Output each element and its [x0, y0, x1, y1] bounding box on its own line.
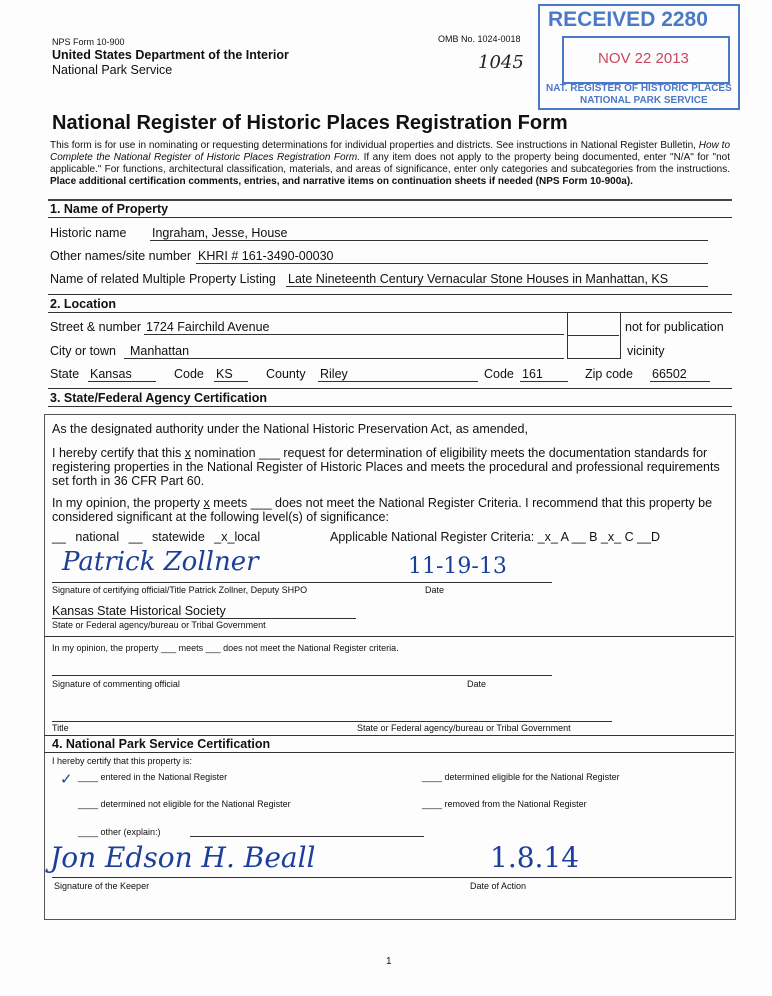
street-label: Street & number — [50, 320, 142, 334]
county-value: Riley — [318, 367, 478, 382]
date-caption: Date — [425, 585, 445, 595]
action-date-caption: Date of Action — [470, 881, 527, 891]
section-4-heading: 4. National Park Service Certification — [52, 737, 271, 751]
state-label: State — [50, 367, 80, 381]
signature-caption: Signature of certifying official/Title Patrick Zollner, Deputy SHPO — [52, 585, 308, 595]
form-title: National Register of Historic Places Registration Form — [52, 112, 568, 134]
agency-name: Kansas State Historical Society — [52, 604, 226, 618]
commenting-date-caption: Date — [467, 679, 487, 689]
option-entered[interactable]: ____ entered in the National Register — [78, 772, 228, 782]
county-code-label: Code — [484, 367, 514, 381]
stamp-line1: NAT. REGISTER OF HISTORIC PLACES — [546, 83, 732, 94]
received-stamp — [538, 4, 740, 110]
other-names-value: KHRI # 161-3490-00030 — [198, 249, 334, 263]
stamp-received: RECEIVED 2280 — [548, 8, 708, 31]
title-agency-caption: State or Federal agency/bureau or Tribal Government — [357, 723, 571, 733]
code-label: Code — [174, 367, 204, 381]
agency-caption: State or Federal agency/bureau or Tribal Government — [52, 620, 266, 630]
checkmark-icon: ✓ — [60, 770, 73, 788]
stamp-line2: NATIONAL PARK SERVICE — [580, 95, 708, 106]
keeper-signature: Jon Edson H. Beall — [50, 841, 316, 874]
certifying-date: 11-19-13 — [408, 554, 507, 579]
criteria: Applicable National Register Criteria: _x_ A __ B _x_ C __D — [330, 530, 661, 544]
agency: National Park Service — [52, 63, 173, 77]
county-code-value: 161 — [520, 367, 568, 382]
omb-number: OMB No. 1024-0018 — [438, 34, 521, 44]
certify-statement: I hereby certify that this x nomination ___ request for determination of eligibility meets the documentation standards for registering properties in the National Register of Historic Places and meets the procedural and professional requirements set forth in 36 CFR Part 60. — [52, 446, 720, 488]
section-3-heading: 3. State/Federal Agency Certification — [50, 391, 267, 405]
title-caption: Title — [52, 723, 69, 733]
county-label: County — [266, 367, 306, 381]
state-value: Kansas — [88, 367, 156, 382]
certifying-signature: Patrick Zollner — [62, 547, 259, 577]
department: United States Department of the Interior — [52, 48, 289, 62]
city-label: City or town — [50, 344, 116, 358]
option-not-eligible[interactable]: ____ determined not eligible for the National Register — [78, 799, 291, 809]
stamp-date: NOV 22 2013 — [598, 50, 689, 67]
option-determined-eligible[interactable]: ____ determined eligible for the National Register — [422, 772, 620, 782]
commenting-opinion: In my opinion, the property ___ meets ___ does not meet the National Register criteria. — [52, 643, 399, 653]
keeper-caption: Signature of the Keeper — [54, 881, 150, 891]
handwritten-number: 1045 — [478, 52, 524, 73]
authority-statement: As the designated authority under the National Historic Preservation Act, as amended, — [52, 422, 528, 436]
historic-name-value: Ingraham, Jesse, House — [152, 226, 288, 240]
section-1-heading: 1. Name of Property — [50, 202, 169, 216]
form-number: NPS Form 10-900 — [52, 37, 125, 47]
significance-levels: __ national __ statewide _x_local — [52, 530, 261, 544]
other-names-label: Other names/site number — [50, 249, 192, 263]
nps-certify-intro: I hereby certify that this property is: — [52, 756, 193, 766]
vicinity[interactable]: vicinity — [627, 344, 665, 358]
mpl-label: Name of related Multiple Property Listing — [50, 272, 276, 286]
page-number: 1 — [386, 956, 392, 967]
option-removed[interactable]: ____ removed from the National Register — [422, 799, 587, 809]
opinion-statement: In my opinion, the property x meets ___ does not meet the National Register Criteria. I recommend that this property be considered significant at the following level(s) of significance: — [52, 496, 713, 524]
zip-value: 66502 — [650, 367, 710, 382]
option-other[interactable]: ____ other (explain:) — [78, 827, 161, 837]
not-for-publication[interactable]: not for publication — [625, 320, 724, 334]
city-value: Manhattan — [130, 344, 190, 358]
zip-label: Zip code — [585, 367, 633, 381]
section-2-heading: 2. Location — [50, 297, 116, 311]
commenting-signature-caption: Signature of commenting official — [52, 679, 180, 689]
mpl-value: Late Nineteenth Century Vernacular Stone Houses in Manhattan, KS — [288, 272, 669, 286]
historic-name-label: Historic name — [50, 226, 127, 240]
code-value: KS — [214, 367, 248, 382]
street-value: 1724 Fairchild Avenue — [146, 320, 270, 334]
action-date: 1.8.14 — [490, 841, 580, 874]
form-instructions: This form is for use in nominating or requesting determinations for individual properties and districts. See instructions in National Register Bulletin, How to Complete the National Register of Historic Places Registration Form. If any item does not apply to the property being documented, enter "N/A" for "not applicable." For functions, architectural classification, materials, and areas of significance, enter only categories and subcategories from the instructions. Place additional certification comments, entries, and narrative items on continuation sheets if needed (NPS Form 10-900a). — [50, 140, 731, 187]
